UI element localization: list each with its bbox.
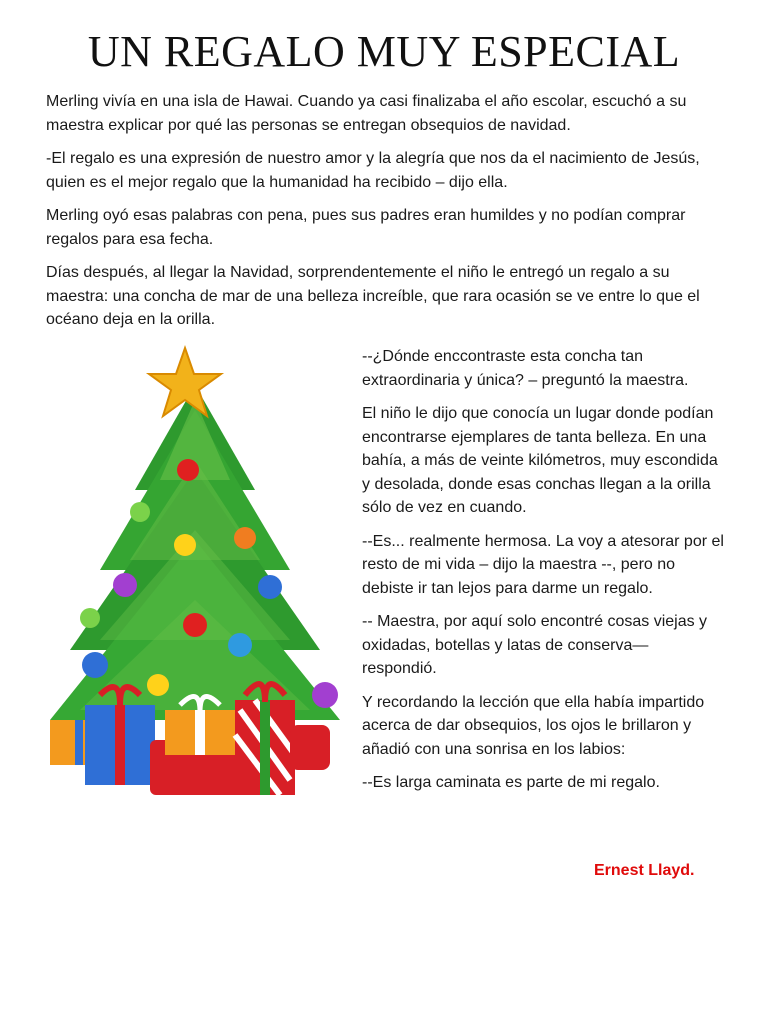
paragraph: -- Maestra, por aquí solo encontré cosas viejas y oxidadas, botellas y latas de conserva— respondió. [362,613,708,677]
paragraph: --Es larga caminata es parte de mi regalo. [362,774,660,791]
paragraph: Merling vivía en una isla de Hawai. Cuando ya casi finalizaba el año escolar, escuchó a su maestra explicar por qué las personas se entregan obsequios de navidad. [46,93,687,134]
paragraph: -El regalo es una expresión de nuestro amor y la alegría que nos da el nacimiento de Jesús, quien es el mejor regalo que la humanidad ha recibido – dijo ella. [46,150,700,191]
intro-text [46,90,736,342]
paragraph: Y recordando la lección que ella había impartido acerca de dar obsequios, los ojos le brillaron y añadió con una sonrisa en los labios: [362,693,705,758]
paragraph: --Es... realmente hermosa. La voy a atesorar por el resto de mi vida – dijo la maestra --, pero no debiste ir tan lejos para darme un regalo. [362,532,724,597]
paragraph: El niño le dijo que conocía un lugar donde podían encontrarse ejemplares de tanta belleza. En una bahía, a más de veinte kilómetros, muy escondida y desolada, donde esas conchas llegan a la orilla sólo de vez en cuando. [362,405,718,516]
christmas-tree-icon [40,340,350,810]
paragraph: Merling oyó esas palabras con pena, pues sus padres eran humildes y no podían comprar regalos para esa fecha. [46,207,686,248]
paragraph: --¿Dónde enccontraste esta concha tan extraordinaria y única? – preguntó la maestra. [362,348,689,389]
document-title: UN REGALO MUY ESPECIAL [87,27,681,76]
author-signature: Ernest Llayd. [594,862,695,879]
right-column-text [362,345,724,805]
paragraph: Días después, al llegar la Navidad, sorprendentemente el niño le entregó un regalo a su maestra: una concha de mar de una belleza increíble, que rara ocasión se ve entre lo que el océano deja en la orilla. [46,264,700,328]
